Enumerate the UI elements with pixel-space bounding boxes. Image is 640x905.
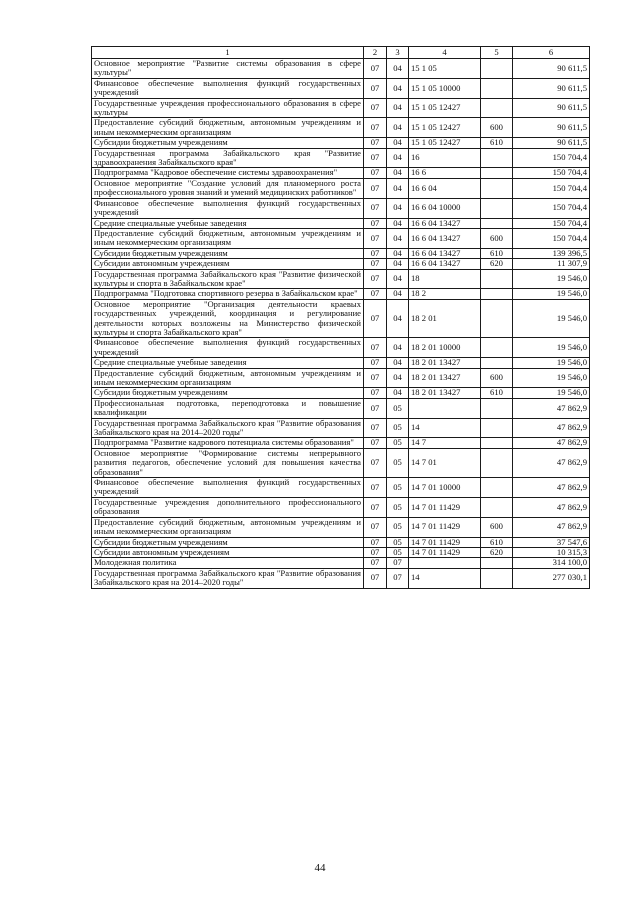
row-name-cell: Государственная программа Забайкальского края "Развитие образования Забайкальского края на 2014–2020 годы" [92, 418, 364, 438]
table-row [92, 438, 590, 448]
row-section-cell: 07 [364, 78, 387, 98]
row-amount-cell: 47 862,9 [513, 398, 590, 418]
row-section-cell: 07 [364, 478, 387, 498]
row-section-cell: 07 [364, 218, 387, 228]
row-subsection-cell: 04 [387, 78, 409, 98]
row-subsection-cell: 04 [387, 259, 409, 269]
row-expense-type-cell [481, 78, 513, 98]
row-subsection-cell: 07 [387, 568, 409, 588]
row-target-code-cell: 14 7 01 11429 [409, 517, 481, 537]
row-name-cell: Государственные учреждения профессионального образования в сфере культуры [92, 98, 364, 118]
row-section-cell: 07 [364, 398, 387, 418]
row-subsection-cell: 04 [387, 168, 409, 178]
table-row [92, 198, 590, 218]
row-subsection-cell: 04 [387, 98, 409, 118]
row-section-cell: 07 [364, 168, 387, 178]
table-row [92, 537, 590, 547]
row-name-cell: Предоставление субсидий бюджетным, автономным учреждениям и иным некоммерческим организациям [92, 228, 364, 248]
row-subsection-cell: 05 [387, 537, 409, 547]
row-target-code-cell: 16 6 04 [409, 178, 481, 198]
row-expense-type-cell: 600 [481, 517, 513, 537]
row-target-code-cell: 18 2 01 13427 [409, 388, 481, 398]
row-subsection-cell: 04 [387, 148, 409, 168]
row-amount-cell: 90 611,5 [513, 138, 590, 148]
row-subsection-cell: 05 [387, 418, 409, 438]
row-target-code-cell: 15 1 05 [409, 59, 481, 79]
row-expense-type-cell [481, 358, 513, 368]
row-name-cell: Основное мероприятие "Организация деятельности краевых государственных учреждений, координация и регулирование деятельности которых возложены на Министерство физической культуры и спорта Забайкальского края" [92, 299, 364, 338]
row-expense-type-cell: 600 [481, 228, 513, 248]
row-name-cell: Профессиональная подготовка, переподготовка и повышение квалификации [92, 398, 364, 418]
row-subsection-cell: 04 [387, 269, 409, 289]
header-cell-5: 5 [481, 47, 513, 59]
row-name-cell: Субсидии автономным учреждениям [92, 547, 364, 557]
row-expense-type-cell: 600 [481, 368, 513, 388]
table-row [92, 299, 590, 338]
row-expense-type-cell [481, 478, 513, 498]
row-expense-type-cell [481, 558, 513, 568]
row-expense-type-cell: 610 [481, 248, 513, 258]
row-section-cell: 07 [364, 118, 387, 138]
row-expense-type-cell: 600 [481, 118, 513, 138]
row-section-cell: 07 [364, 98, 387, 118]
row-name-cell: Финансовое обеспечение выполнения функций государственных учреждений [92, 338, 364, 358]
row-subsection-cell: 05 [387, 497, 409, 517]
row-expense-type-cell [481, 568, 513, 588]
row-target-code-cell: 16 6 04 13427 [409, 218, 481, 228]
row-target-code-cell [409, 398, 481, 418]
row-subsection-cell: 04 [387, 138, 409, 148]
row-subsection-cell: 04 [387, 228, 409, 248]
header-cell-4: 4 [409, 47, 481, 59]
row-target-code-cell: 14 7 01 10000 [409, 478, 481, 498]
row-section-cell: 07 [364, 178, 387, 198]
row-expense-type-cell [481, 497, 513, 517]
row-section-cell: 07 [364, 138, 387, 148]
table-row [92, 358, 590, 368]
table-row [92, 398, 590, 418]
row-amount-cell: 277 030,1 [513, 568, 590, 588]
row-name-cell: Государственные учреждения дополнительного профессионального образования [92, 497, 364, 517]
table-row [92, 59, 590, 79]
row-section-cell: 07 [364, 59, 387, 79]
row-subsection-cell: 04 [387, 299, 409, 338]
row-amount-cell: 47 862,9 [513, 517, 590, 537]
row-expense-type-cell: 620 [481, 259, 513, 269]
table-row [92, 218, 590, 228]
row-section-cell: 07 [364, 388, 387, 398]
row-name-cell: Основное мероприятие "Создание условий для планомерного роста профессионального уровня знаний и умений медицинских работников" [92, 178, 364, 198]
row-name-cell: Подпрограмма "Развитие кадрового потенциала системы образования" [92, 438, 364, 448]
row-section-cell: 07 [364, 289, 387, 299]
row-name-cell: Молодежная политика [92, 558, 364, 568]
row-subsection-cell: 04 [387, 59, 409, 79]
row-expense-type-cell [481, 98, 513, 118]
row-target-code-cell: 16 6 04 10000 [409, 198, 481, 218]
row-section-cell: 07 [364, 438, 387, 448]
row-subsection-cell: 04 [387, 248, 409, 258]
row-section-cell: 07 [364, 338, 387, 358]
page-number: 44 [314, 862, 326, 874]
row-expense-type-cell: 610 [481, 388, 513, 398]
row-expense-type-cell [481, 338, 513, 358]
header-cell-6: 6 [513, 47, 590, 59]
row-expense-type-cell [481, 178, 513, 198]
row-amount-cell: 19 546,0 [513, 358, 590, 368]
row-name-cell: Финансовое обеспечение выполнения функций государственных учреждений [92, 478, 364, 498]
row-name-cell: Государственная программа Забайкальского края "Развитие здравоохранения Забайкальского края" [92, 148, 364, 168]
row-section-cell: 07 [364, 517, 387, 537]
row-subsection-cell: 05 [387, 398, 409, 418]
table-row [92, 259, 590, 269]
row-expense-type-cell [481, 398, 513, 418]
row-target-code-cell: 14 7 01 11429 [409, 547, 481, 557]
row-subsection-cell: 04 [387, 178, 409, 198]
table-row [92, 497, 590, 517]
header-cell-3: 3 [387, 47, 409, 59]
row-amount-cell: 150 704,4 [513, 218, 590, 228]
row-target-code-cell: 16 6 [409, 168, 481, 178]
row-subsection-cell: 04 [387, 118, 409, 138]
row-name-cell: Субсидии бюджетным учреждениям [92, 138, 364, 148]
table-row [92, 289, 590, 299]
table-header-row [92, 47, 590, 59]
row-name-cell: Субсидии бюджетным учреждениям [92, 537, 364, 547]
table-row [92, 118, 590, 138]
row-expense-type-cell [481, 438, 513, 448]
row-subsection-cell: 05 [387, 438, 409, 448]
row-subsection-cell: 05 [387, 448, 409, 477]
row-amount-cell: 150 704,4 [513, 148, 590, 168]
row-expense-type-cell [481, 418, 513, 438]
row-expense-type-cell [481, 198, 513, 218]
row-target-code-cell: 14 7 01 11429 [409, 537, 481, 547]
table-row [92, 368, 590, 388]
row-expense-type-cell [481, 59, 513, 79]
table-row [92, 228, 590, 248]
header-cell-1: 1 [92, 47, 364, 59]
row-amount-cell: 47 862,9 [513, 448, 590, 477]
row-amount-cell: 19 546,0 [513, 289, 590, 299]
row-subsection-cell: 04 [387, 368, 409, 388]
table-row [92, 517, 590, 537]
row-amount-cell: 19 546,0 [513, 388, 590, 398]
row-target-code-cell: 14 7 [409, 438, 481, 448]
table-row [92, 269, 590, 289]
row-name-cell: Государственная программа Забайкальского края "Развитие образования Забайкальского края на 2014–2020 годы" [92, 568, 364, 588]
row-target-code-cell: 14 [409, 418, 481, 438]
row-target-code-cell: 18 2 01 10000 [409, 338, 481, 358]
row-name-cell: Предоставление субсидий бюджетным, автономным учреждениям и иным некоммерческим организациям [92, 118, 364, 138]
row-name-cell: Государственная программа Забайкальского края "Развитие физической культуры и спорта в Забайкальском крае" [92, 269, 364, 289]
row-name-cell: Подпрограмма "Кадровое обеспечение системы здравоохранения" [92, 168, 364, 178]
table-row [92, 148, 590, 168]
row-amount-cell: 139 396,5 [513, 248, 590, 258]
table-row [92, 547, 590, 557]
row-expense-type-cell [481, 289, 513, 299]
row-amount-cell: 11 307,9 [513, 259, 590, 269]
row-name-cell: Подпрограмма "Подготовка спортивного резерва в Забайкальском крае" [92, 289, 364, 299]
row-expense-type-cell: 610 [481, 537, 513, 547]
table-row [92, 388, 590, 398]
row-amount-cell: 90 611,5 [513, 118, 590, 138]
row-target-code-cell: 16 6 04 13427 [409, 228, 481, 248]
row-amount-cell: 150 704,4 [513, 178, 590, 198]
row-amount-cell: 150 704,4 [513, 228, 590, 248]
budget-table [91, 46, 590, 589]
row-target-code-cell: 14 7 01 [409, 448, 481, 477]
row-name-cell: Субсидии бюджетным учреждениям [92, 248, 364, 258]
row-section-cell: 07 [364, 368, 387, 388]
row-section-cell: 07 [364, 448, 387, 477]
row-expense-type-cell [481, 168, 513, 178]
header-cell-2: 2 [364, 47, 387, 59]
row-name-cell: Финансовое обеспечение выполнения функций государственных учреждений [92, 198, 364, 218]
row-target-code-cell: 18 2 01 [409, 299, 481, 338]
row-amount-cell: 47 862,9 [513, 418, 590, 438]
row-target-code-cell: 15 1 05 12427 [409, 98, 481, 118]
row-section-cell: 07 [364, 358, 387, 368]
row-name-cell: Основное мероприятие "Развитие системы образования в сфере культуры" [92, 59, 364, 79]
row-target-code-cell: 16 6 04 13427 [409, 259, 481, 269]
row-name-cell: Средние специальные учебные заведения [92, 218, 364, 228]
row-expense-type-cell [481, 269, 513, 289]
row-amount-cell: 314 100,0 [513, 558, 590, 568]
table-row [92, 448, 590, 477]
table-row [92, 178, 590, 198]
table-body [92, 59, 590, 589]
row-target-code-cell [409, 558, 481, 568]
row-amount-cell: 150 704,4 [513, 168, 590, 178]
row-section-cell: 07 [364, 418, 387, 438]
table-row [92, 478, 590, 498]
row-section-cell: 07 [364, 259, 387, 269]
row-amount-cell: 19 546,0 [513, 269, 590, 289]
table-row [92, 248, 590, 258]
row-amount-cell: 19 546,0 [513, 338, 590, 358]
row-subsection-cell: 04 [387, 218, 409, 228]
row-subsection-cell: 05 [387, 547, 409, 557]
row-amount-cell: 47 862,9 [513, 478, 590, 498]
row-amount-cell: 90 611,5 [513, 59, 590, 79]
row-amount-cell: 19 546,0 [513, 368, 590, 388]
row-section-cell: 07 [364, 248, 387, 258]
row-amount-cell: 90 611,5 [513, 78, 590, 98]
row-target-code-cell: 14 [409, 568, 481, 588]
table-row [92, 78, 590, 98]
row-section-cell: 07 [364, 547, 387, 557]
row-target-code-cell: 18 [409, 269, 481, 289]
row-subsection-cell: 05 [387, 478, 409, 498]
row-subsection-cell: 04 [387, 388, 409, 398]
table-row [92, 338, 590, 358]
row-section-cell: 07 [364, 568, 387, 588]
row-target-code-cell: 18 2 01 13427 [409, 358, 481, 368]
table-row [92, 138, 590, 148]
row-section-cell: 07 [364, 497, 387, 517]
row-subsection-cell: 04 [387, 358, 409, 368]
row-section-cell: 07 [364, 228, 387, 248]
row-amount-cell: 19 546,0 [513, 299, 590, 338]
row-subsection-cell: 04 [387, 289, 409, 299]
row-target-code-cell: 15 1 05 12427 [409, 138, 481, 148]
row-expense-type-cell [481, 148, 513, 168]
row-subsection-cell: 07 [387, 558, 409, 568]
row-amount-cell: 47 862,9 [513, 438, 590, 448]
row-subsection-cell: 05 [387, 517, 409, 537]
row-name-cell: Финансовое обеспечение выполнения функций государственных учреждений [92, 78, 364, 98]
row-name-cell: Предоставление субсидий бюджетным, автономным учреждениям и иным некоммерческим организациям [92, 368, 364, 388]
row-name-cell: Основное мероприятие "Формирование системы непрерывного развития педагогов, обеспечение условий для повышения качества образования" [92, 448, 364, 477]
row-target-code-cell: 15 1 05 12427 [409, 118, 481, 138]
row-section-cell: 07 [364, 198, 387, 218]
row-amount-cell: 90 611,5 [513, 98, 590, 118]
row-target-code-cell: 14 7 01 11429 [409, 497, 481, 517]
row-expense-type-cell [481, 448, 513, 477]
row-section-cell: 07 [364, 558, 387, 568]
row-expense-type-cell [481, 299, 513, 338]
row-expense-type-cell: 620 [481, 547, 513, 557]
row-subsection-cell: 04 [387, 198, 409, 218]
row-section-cell: 07 [364, 269, 387, 289]
row-amount-cell: 37 547,6 [513, 537, 590, 547]
row-name-cell: Субсидии автономным учреждениям [92, 259, 364, 269]
table-row [92, 558, 590, 568]
table-row [92, 98, 590, 118]
row-subsection-cell: 04 [387, 338, 409, 358]
table-row [92, 168, 590, 178]
row-target-code-cell: 16 6 04 13427 [409, 248, 481, 258]
table-row [92, 418, 590, 438]
row-name-cell: Средние специальные учебные заведения [92, 358, 364, 368]
row-amount-cell: 47 862,9 [513, 497, 590, 517]
row-amount-cell: 150 704,4 [513, 198, 590, 218]
row-expense-type-cell: 610 [481, 138, 513, 148]
row-target-code-cell: 18 2 [409, 289, 481, 299]
table-row [92, 568, 590, 588]
row-target-code-cell: 16 [409, 148, 481, 168]
row-section-cell: 07 [364, 299, 387, 338]
row-name-cell: Предоставление субсидий бюджетным, автономным учреждениям и иным некоммерческим организациям [92, 517, 364, 537]
row-amount-cell: 10 315,3 [513, 547, 590, 557]
row-name-cell: Субсидии бюджетным учреждениям [92, 388, 364, 398]
row-target-code-cell: 15 1 05 10000 [409, 78, 481, 98]
row-target-code-cell: 18 2 01 13427 [409, 368, 481, 388]
row-section-cell: 07 [364, 148, 387, 168]
row-expense-type-cell [481, 218, 513, 228]
row-section-cell: 07 [364, 537, 387, 547]
